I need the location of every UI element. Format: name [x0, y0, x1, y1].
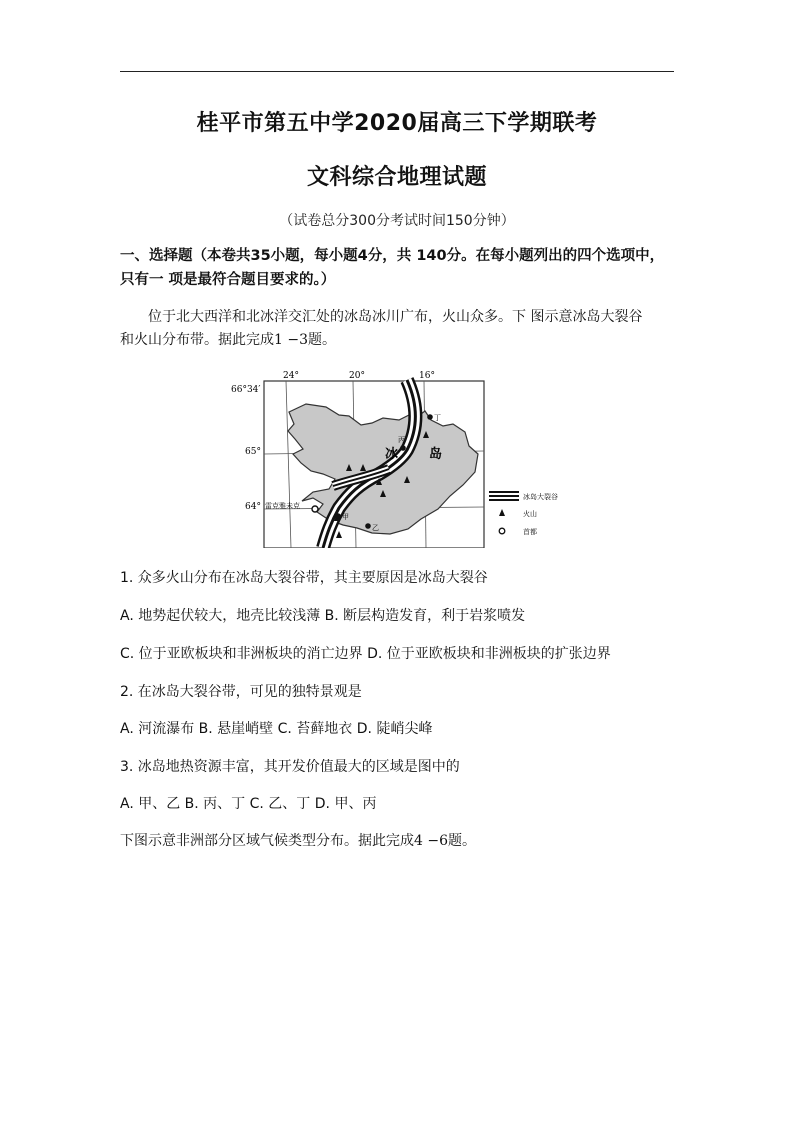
exam-info: （试卷总分300分考试时间150分钟）: [279, 213, 515, 229]
lon-label-16: 16°: [419, 371, 435, 381]
question-2-options: A. 河流瀑布 B. 悬崖峭壁 C. 苔藓地衣 D. 陡峭尖峰: [120, 721, 433, 737]
legend-capital: 首都: [523, 528, 537, 536]
section-heading-line2: 只有一 项是最符合题目要求的。）: [120, 272, 336, 288]
passage1-line1: 位于北大西洋和北冰洋交汇处的冰岛冰川广布，火山众多。下 图示意冰岛大裂谷: [148, 309, 643, 325]
question-1: 1. 众多火山分布在冰岛大裂谷带，其主要原因是冰岛大裂谷: [120, 570, 488, 586]
label-island: 岛: [429, 447, 443, 462]
map-legend: [489, 492, 558, 536]
capital-dot: [312, 506, 318, 512]
legend-rift: 冰岛大裂谷: [523, 493, 558, 501]
legend-capital-icon: [499, 528, 505, 534]
header-rule: [120, 71, 674, 72]
iceland-rift-map: [231, 368, 577, 548]
jia-dot: [335, 513, 341, 519]
lon-label-24: 24°: [283, 371, 299, 381]
lon-label-20: 20°: [349, 371, 365, 381]
label-ding: 丁: [434, 414, 441, 422]
section-heading-line1: 一、选择题（本卷共35小题，每小题4分，共 140分。在每小题列出的四个选项中，: [120, 248, 665, 264]
label-yi: 乙: [372, 524, 379, 532]
lat-label-64: 64°: [245, 502, 261, 512]
label-capital: 雷克雅未克: [265, 502, 300, 510]
question-1-options-cd: C. 位于亚欧板块和非洲板块的消亡边界 D. 位于亚欧板块和非洲板块的扩张边界: [120, 646, 611, 662]
yi-dot: [365, 523, 371, 529]
question-2: 2. 在冰岛大裂谷带，可见的独特景观是: [120, 684, 362, 700]
exam-subject-title: 文科综合地理试题: [306, 165, 487, 190]
question-3: 3. 冰岛地热资源丰富，其开发价值最大的区域是图中的: [120, 759, 460, 775]
passage1-line2: 和火山分布带。据此完成1 −3题。: [120, 332, 336, 348]
question-3-options: A. 甲、乙 B. 丙、丁 C. 乙、丁 D. 甲、丙: [120, 796, 377, 812]
legend-volcano-icon: [499, 509, 505, 516]
passage2: 下图示意非洲部分区域气候类型分布。据此完成4 −6题。: [120, 833, 476, 849]
label-bing: 丙: [398, 436, 405, 444]
question-1-options-ab: A. 地势起伏较大，地壳比较浅薄 B. 断层构造发育，利于岩浆喷发: [120, 608, 526, 624]
exam-title: 桂平市第五中学2020届高三下学期联考: [196, 111, 598, 136]
label-ice: 冰: [385, 447, 399, 462]
bing-dot: [400, 445, 406, 451]
label-jia: 甲: [342, 513, 349, 521]
lat-label-66: 66°34′: [231, 385, 261, 395]
legend-volcano: 火山: [523, 510, 537, 518]
lat-label-65: 65°: [245, 447, 261, 457]
ding-dot: [427, 414, 433, 420]
